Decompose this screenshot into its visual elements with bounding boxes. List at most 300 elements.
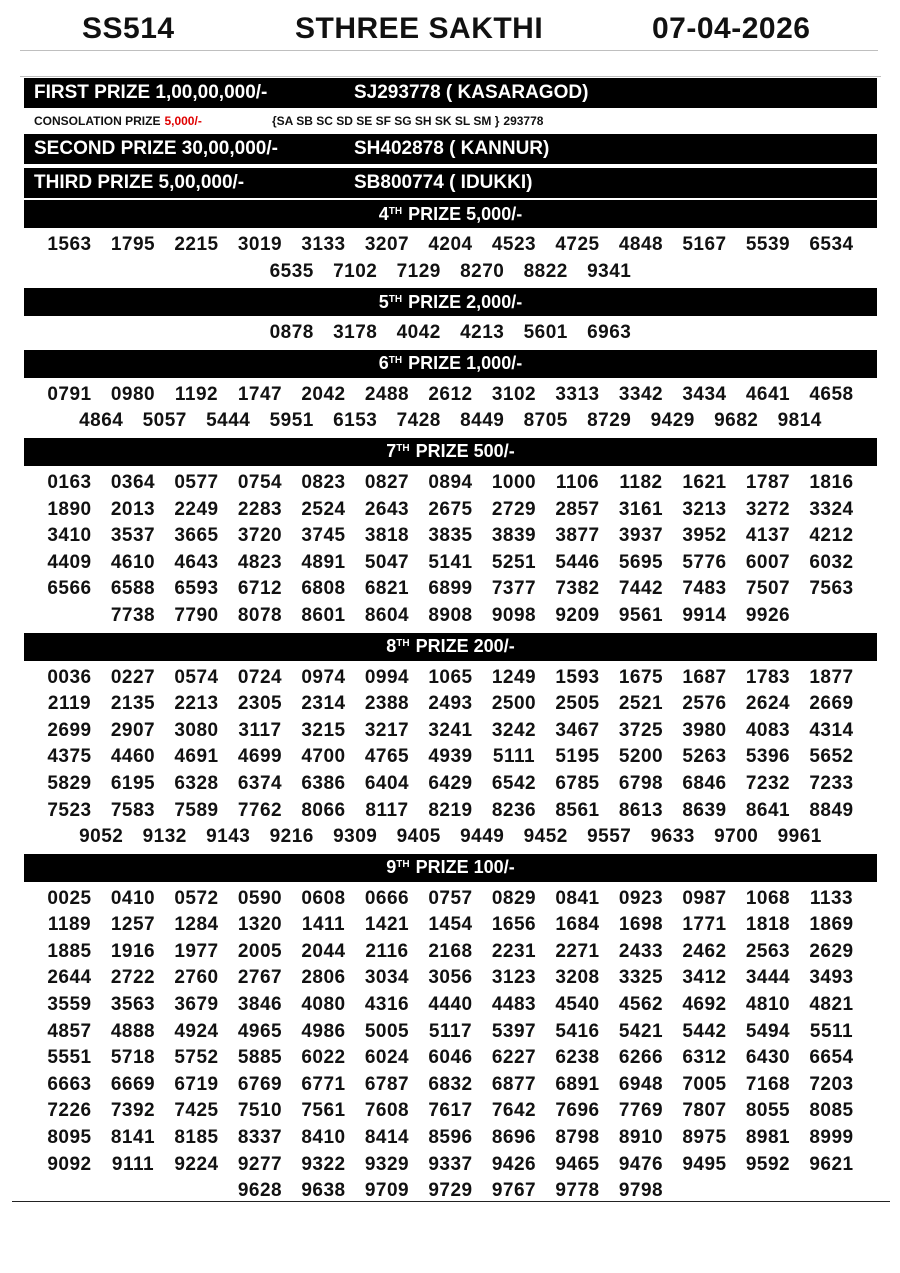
- winning-number: 9405: [396, 826, 441, 848]
- winning-number: 9098: [491, 604, 537, 626]
- winning-number: 8798: [555, 1127, 600, 1149]
- winning-number: 5446: [555, 551, 600, 573]
- winning-number: 4691: [174, 746, 219, 768]
- winning-number: 9309: [333, 826, 378, 848]
- winning-number: 1106: [555, 471, 600, 493]
- winning-number: 7377: [491, 578, 537, 600]
- winning-number: 6654: [809, 1047, 854, 1069]
- sixth-prize-heading: 6 $^{TH}$ PRIZE 1,000/-: [24, 350, 877, 378]
- winning-number: 6669: [110, 1073, 156, 1095]
- winning-number: 9961: [777, 826, 822, 848]
- winning-number: 1783: [745, 666, 791, 688]
- winning-number: 2521: [618, 693, 664, 715]
- winning-number: 7203: [809, 1073, 854, 1095]
- winning-number: 1182: [619, 471, 663, 493]
- winning-number: 4641: [745, 383, 791, 405]
- winning-number: 2907: [110, 719, 156, 741]
- winning-number: 2215: [174, 234, 219, 255]
- winning-number: 1133: [809, 887, 854, 909]
- winning-number: 7608: [364, 1100, 410, 1122]
- winning-number: 8596: [428, 1127, 473, 1149]
- winning-number: 0791: [47, 383, 92, 405]
- winning-number: 4409: [47, 551, 92, 573]
- winning-number: 9216: [269, 826, 314, 848]
- winning-number: 0227: [110, 666, 156, 688]
- winning-number: 3313: [555, 383, 600, 405]
- winning-number: 9209: [555, 604, 600, 626]
- winning-number: 5416: [555, 1020, 600, 1042]
- winning-number: 9465: [555, 1153, 600, 1175]
- winning-number: 2505: [555, 693, 600, 715]
- winning-number: 3537: [110, 525, 156, 547]
- winning-number: 3846: [237, 994, 283, 1016]
- winning-number: 2388: [364, 693, 410, 715]
- winning-number: 8410: [301, 1127, 346, 1149]
- winning-number: 6535: [269, 260, 314, 282]
- winning-number: 3444: [745, 967, 791, 989]
- winning-number: 0894: [428, 471, 473, 493]
- winning-number: 6024: [364, 1047, 410, 1069]
- winning-number: 1249: [491, 666, 537, 688]
- winning-number: 3745: [301, 525, 346, 547]
- fourth-prize-heading: 4 $^{TH}$ PRIZE 5,000/-: [24, 200, 877, 228]
- winning-number: 6846: [682, 772, 727, 794]
- winning-number: 1795: [110, 234, 156, 255]
- winning-number: 4765: [364, 746, 410, 768]
- eighth-prize-numbers: [24, 661, 877, 854]
- winning-number: 8822: [523, 260, 568, 282]
- winning-number: 4891: [301, 551, 346, 573]
- winning-number: 3434: [682, 383, 727, 405]
- winning-number: 5539: [745, 234, 791, 255]
- winning-number: 9449: [460, 826, 505, 848]
- winning-number: 0974: [301, 666, 346, 688]
- winning-number: 3937: [618, 525, 664, 547]
- winning-number: 7129: [396, 260, 441, 282]
- winning-number: 4810: [745, 994, 791, 1016]
- winning-number: 2699: [47, 719, 92, 741]
- winning-number: 8085: [809, 1100, 854, 1122]
- winning-number: 6032: [809, 551, 854, 573]
- winning-number: 9341: [587, 260, 632, 282]
- winning-number: 2493: [428, 693, 473, 715]
- winning-number: 5444: [206, 410, 251, 432]
- winning-number: 8337: [237, 1127, 283, 1149]
- first-prize-label: FIRST PRIZE 1,00,00,000/-: [34, 82, 268, 103]
- winning-number: 6386: [301, 772, 346, 794]
- winning-number: 2271: [555, 940, 600, 962]
- winning-number: 0574: [174, 666, 219, 688]
- winning-number: 6566: [47, 578, 92, 600]
- winning-number: 8639: [682, 799, 727, 821]
- winning-number: 7232: [745, 772, 791, 794]
- winning-number: 4523: [491, 234, 537, 255]
- winning-number: 0878: [269, 322, 314, 344]
- winning-number: 0590: [237, 887, 283, 909]
- winning-number: 1818: [745, 914, 791, 936]
- winning-number: 7738: [110, 604, 156, 626]
- winning-number: 2629: [809, 940, 854, 962]
- winning-number: 1885: [47, 940, 92, 962]
- winning-number: 6046: [428, 1047, 473, 1069]
- winning-number: 5829: [47, 772, 92, 794]
- winning-number: 6808: [301, 578, 346, 600]
- winning-number: 5695: [618, 551, 664, 573]
- winning-number: 4965: [237, 1020, 283, 1042]
- winning-number: 9914: [682, 604, 727, 626]
- winning-number: 9132: [142, 826, 187, 848]
- winning-number: 5263: [682, 746, 727, 768]
- winning-number: 3412: [682, 967, 727, 989]
- winning-number: 7583: [110, 799, 156, 821]
- winning-number: 6769: [237, 1073, 283, 1095]
- winning-number: 8185: [174, 1127, 219, 1149]
- winning-number: 7642: [491, 1100, 537, 1122]
- winning-number: 7617: [428, 1100, 473, 1122]
- winning-number: 9729: [428, 1180, 473, 1202]
- winning-number: 4700: [301, 746, 346, 768]
- winning-number: 5551: [47, 1047, 92, 1069]
- winning-number: 5752: [174, 1047, 219, 1069]
- winning-number: 6712: [237, 578, 283, 600]
- ninth-prize-heading: 9 $^{TH}$ PRIZE 100/-: [24, 854, 877, 882]
- winning-number: 9329: [364, 1153, 410, 1175]
- winning-number: 7523: [47, 799, 92, 821]
- winning-number: 3818: [364, 525, 410, 547]
- winning-number: 3080: [174, 719, 219, 741]
- winning-number: 1454: [428, 914, 473, 936]
- winning-number: 5396: [745, 746, 791, 768]
- winning-number: 5141: [428, 551, 473, 573]
- winning-number: 4540: [555, 994, 600, 1016]
- winning-number: 0724: [237, 666, 283, 688]
- winning-number: 4821: [809, 994, 854, 1016]
- winning-number: 7807: [682, 1100, 727, 1122]
- winning-number: 1656: [491, 914, 537, 936]
- winning-number: 3467: [555, 719, 600, 741]
- winning-number: 1563: [47, 234, 92, 255]
- winning-number: 2624: [745, 693, 791, 715]
- winning-number: 6719: [174, 1073, 219, 1095]
- winning-number: 1065: [428, 666, 473, 688]
- winning-number: 6593: [174, 578, 219, 600]
- winning-number: 3877: [555, 525, 600, 547]
- seventh-prize-heading: 7 $^{TH}$ PRIZE 500/-: [24, 438, 877, 466]
- winning-number: 5421: [618, 1020, 664, 1042]
- winning-number: 0577: [174, 471, 219, 493]
- winning-number: 3133: [301, 234, 346, 255]
- winning-number: 8055: [745, 1100, 791, 1122]
- winning-number: 4643: [174, 551, 219, 573]
- winning-number: 8849: [809, 799, 854, 821]
- lottery-name: STHREE SAKTHI: [295, 12, 544, 45]
- winning-number: 1320: [237, 914, 283, 936]
- winning-number: 1621: [682, 471, 727, 493]
- consolation-prize-row: [24, 110, 877, 132]
- winning-number: 9709: [364, 1180, 410, 1202]
- winning-number: 5652: [809, 746, 854, 768]
- winning-number: 4848: [618, 234, 664, 255]
- winning-number: 2729: [491, 498, 537, 520]
- winning-number: 2643: [364, 498, 410, 520]
- winning-number: 3563: [110, 994, 156, 1016]
- winning-number: 0410: [110, 887, 156, 909]
- winning-number: 0025: [47, 887, 92, 909]
- winning-number: 4725: [555, 234, 600, 255]
- winning-number: 2576: [682, 693, 727, 715]
- winning-number: 3342: [618, 383, 664, 405]
- winning-number: 3019: [237, 234, 283, 255]
- winning-number: 7561: [301, 1100, 346, 1122]
- winning-number: 7790: [174, 604, 219, 626]
- winning-number: 5195: [555, 746, 600, 768]
- winning-number: 3679: [174, 994, 219, 1016]
- winning-number: 2314: [301, 693, 346, 715]
- winning-number: 7510: [237, 1100, 283, 1122]
- ninth-prize-numbers: [24, 882, 877, 1208]
- first-prize-bar: [24, 78, 877, 108]
- winning-number: 4658: [809, 383, 854, 405]
- winning-number: 7233: [809, 772, 854, 794]
- fifth-prize-numbers: [24, 316, 877, 350]
- winning-number: 3725: [618, 719, 664, 741]
- winning-number: 0823: [301, 471, 346, 493]
- winning-number: 6771: [301, 1073, 346, 1095]
- third-prize-number: SB800774 ( IDUKKI): [354, 172, 533, 193]
- winning-number: 0980: [110, 383, 156, 405]
- winning-number: 9814: [777, 410, 822, 432]
- winning-number: 1068: [745, 887, 791, 909]
- winning-number: 9633: [650, 826, 695, 848]
- winning-number: 7696: [555, 1100, 600, 1122]
- winning-number: 3839: [491, 525, 537, 547]
- consolation-amount: 5,000/-: [164, 114, 202, 128]
- winning-number: 5442: [682, 1020, 727, 1042]
- winning-number: 0841: [555, 887, 600, 909]
- winning-number: 6430: [745, 1047, 791, 1069]
- winning-number: 6312: [682, 1047, 727, 1069]
- winning-number: 2767: [237, 967, 283, 989]
- winning-number: 7769: [618, 1100, 664, 1122]
- winning-number: 2044: [301, 940, 346, 962]
- winning-number: 0364: [110, 471, 156, 493]
- winning-number: 3102: [491, 383, 537, 405]
- winning-number: 4213: [460, 322, 505, 344]
- winning-number: 0923: [618, 887, 664, 909]
- winning-number: 8981: [745, 1127, 791, 1149]
- winning-number: 4483: [491, 994, 537, 1016]
- winning-number: 8449: [460, 410, 505, 432]
- winning-number: 6007: [745, 551, 791, 573]
- winning-number: 1675: [618, 666, 664, 688]
- winning-number: 3034: [364, 967, 410, 989]
- winning-number: 6227: [491, 1047, 537, 1069]
- winning-number: 1869: [809, 914, 854, 936]
- winning-number: 3217: [364, 719, 410, 741]
- winning-number: 2675: [428, 498, 473, 520]
- winning-number: 5167: [682, 234, 727, 255]
- winning-number: 3178: [333, 322, 378, 344]
- winning-number: 8117: [365, 799, 409, 821]
- winning-number: 5511: [809, 1020, 854, 1042]
- winning-number: 9561: [618, 604, 664, 626]
- winning-number: 3242: [491, 719, 537, 741]
- winning-number: 2135: [110, 693, 156, 715]
- winning-number: 9052: [79, 826, 124, 848]
- winning-number: 3207: [364, 234, 410, 255]
- winning-number: 8219: [428, 799, 473, 821]
- winning-number: 2760: [174, 967, 219, 989]
- winning-number: 8729: [587, 410, 632, 432]
- eighth-prize-heading: 8 $^{TH}$ PRIZE 200/-: [24, 633, 877, 661]
- winning-number: 1916: [110, 940, 156, 962]
- winning-number: 3324: [809, 498, 854, 520]
- winning-number: 9476: [618, 1153, 664, 1175]
- winning-number: 1257: [110, 914, 156, 936]
- winning-number: 3241: [428, 719, 473, 741]
- winning-number: 4440: [428, 994, 473, 1016]
- winning-number: 3161: [618, 498, 664, 520]
- winning-number: 3325: [618, 967, 664, 989]
- results-sheet: [24, 76, 877, 1208]
- winning-number: 2213: [174, 693, 219, 715]
- winning-number: 9638: [301, 1180, 346, 1202]
- winning-number: 2644: [47, 967, 92, 989]
- winning-number: 2305: [237, 693, 283, 715]
- second-prize-label: SECOND PRIZE 30,00,000/-: [34, 138, 278, 159]
- winning-number: 9495: [682, 1153, 727, 1175]
- draw-date: 07-04-2026: [652, 12, 811, 45]
- winning-number: 4939: [428, 746, 473, 768]
- winning-number: 6374: [237, 772, 283, 794]
- winning-number: 0994: [364, 666, 410, 688]
- winning-number: 0608: [301, 887, 346, 909]
- winning-number: 5005: [364, 1020, 410, 1042]
- winning-number: 1698: [618, 914, 664, 936]
- winning-number: 9700: [714, 826, 759, 848]
- winning-number: 7005: [682, 1073, 727, 1095]
- winning-number: 6429: [428, 772, 473, 794]
- footer-divider: [12, 1201, 890, 1202]
- winning-number: 4314: [809, 719, 854, 741]
- winning-number: 7102: [333, 260, 378, 282]
- winning-number: 2249: [174, 498, 219, 520]
- winning-number: 9452: [523, 826, 568, 848]
- winning-number: 1593: [555, 666, 600, 688]
- winning-number: 3213: [682, 498, 727, 520]
- winning-number: 3117: [238, 719, 282, 741]
- winning-number: 8975: [682, 1127, 727, 1149]
- winning-number: 3665: [174, 525, 219, 547]
- winning-number: 0987: [682, 887, 727, 909]
- winning-number: 4562: [618, 994, 664, 1016]
- winning-number: 4823: [237, 551, 283, 573]
- winning-number: 2500: [491, 693, 537, 715]
- winning-number: 3056: [428, 967, 473, 989]
- winning-number: 1771: [682, 914, 727, 936]
- winning-number: 9621: [809, 1153, 854, 1175]
- winning-number: 8601: [301, 604, 346, 626]
- second-prize-number: SH402878 ( KANNUR): [354, 138, 550, 159]
- winning-number: 6821: [364, 578, 410, 600]
- second-prize-bar: [24, 134, 877, 164]
- winning-number: 5397: [491, 1020, 537, 1042]
- winning-number: 5111: [492, 746, 536, 768]
- winning-number: 9557: [587, 826, 632, 848]
- result-header: [20, 0, 878, 51]
- winning-number: 3559: [47, 994, 92, 1016]
- winning-number: 7226: [47, 1100, 92, 1122]
- winning-number: 4137: [745, 525, 791, 547]
- winning-number: 8641: [745, 799, 791, 821]
- winning-number: 8095: [47, 1127, 92, 1149]
- winning-number: 6266: [618, 1047, 664, 1069]
- winning-number: 7382: [555, 578, 600, 600]
- winning-number: 0163: [47, 471, 92, 493]
- winning-number: 1816: [809, 471, 854, 493]
- winning-number: 4864: [79, 410, 124, 432]
- winning-number: 2806: [301, 967, 346, 989]
- winning-number: 6238: [555, 1047, 600, 1069]
- winning-number: 1684: [555, 914, 600, 936]
- winning-number: 6588: [110, 578, 156, 600]
- winning-number: 7483: [682, 578, 727, 600]
- winning-number: 1687: [682, 666, 727, 688]
- winning-number: 8236: [491, 799, 537, 821]
- winning-number: 6948: [618, 1073, 664, 1095]
- winning-number: 8705: [523, 410, 568, 432]
- winning-number: 9111: [111, 1153, 155, 1175]
- winning-number: 3208: [555, 967, 600, 989]
- winning-number: 7428: [396, 410, 441, 432]
- winning-number: 5057: [142, 410, 187, 432]
- consolation-label: CONSOLATION PRIZE: [34, 114, 161, 128]
- seventh-prize-numbers: [24, 466, 877, 633]
- winning-number: 8066: [301, 799, 346, 821]
- winning-number: 1877: [809, 666, 854, 688]
- winning-number: 2119: [47, 693, 92, 715]
- winning-number: 4610: [110, 551, 156, 573]
- winning-number: 6785: [555, 772, 600, 794]
- winning-number: 5200: [618, 746, 664, 768]
- consolation-series: {SA SB SC SD SE SF SG SH SK SL SM }: [272, 114, 500, 128]
- winning-number: 8908: [428, 604, 473, 626]
- winning-number: 8141: [110, 1127, 156, 1149]
- winning-number: 2231: [491, 940, 537, 962]
- winning-number: 7762: [237, 799, 283, 821]
- draw-code: SS514: [82, 12, 175, 45]
- winning-number: 6891: [555, 1073, 600, 1095]
- winning-number: 0666: [364, 887, 410, 909]
- winning-number: 5047: [364, 551, 410, 573]
- winning-number: 2116: [365, 940, 409, 962]
- winning-number: 7589: [174, 799, 219, 821]
- winning-number: 6899: [428, 578, 473, 600]
- winning-number: 8613: [618, 799, 664, 821]
- winning-number: 3952: [682, 525, 727, 547]
- winning-number: 4699: [237, 746, 283, 768]
- winning-number: 9926: [745, 604, 791, 626]
- winning-number: 5117: [428, 1020, 473, 1042]
- winning-number: 5494: [745, 1020, 791, 1042]
- winning-number: 8270: [460, 260, 505, 282]
- winning-number: 5251: [491, 551, 537, 573]
- third-prize-label: THIRD PRIZE 5,00,000/-: [34, 172, 245, 193]
- winning-number: 7563: [809, 578, 854, 600]
- winning-number: 9337: [428, 1153, 473, 1175]
- winning-number: 1192: [174, 383, 219, 405]
- winning-number: 4888: [110, 1020, 156, 1042]
